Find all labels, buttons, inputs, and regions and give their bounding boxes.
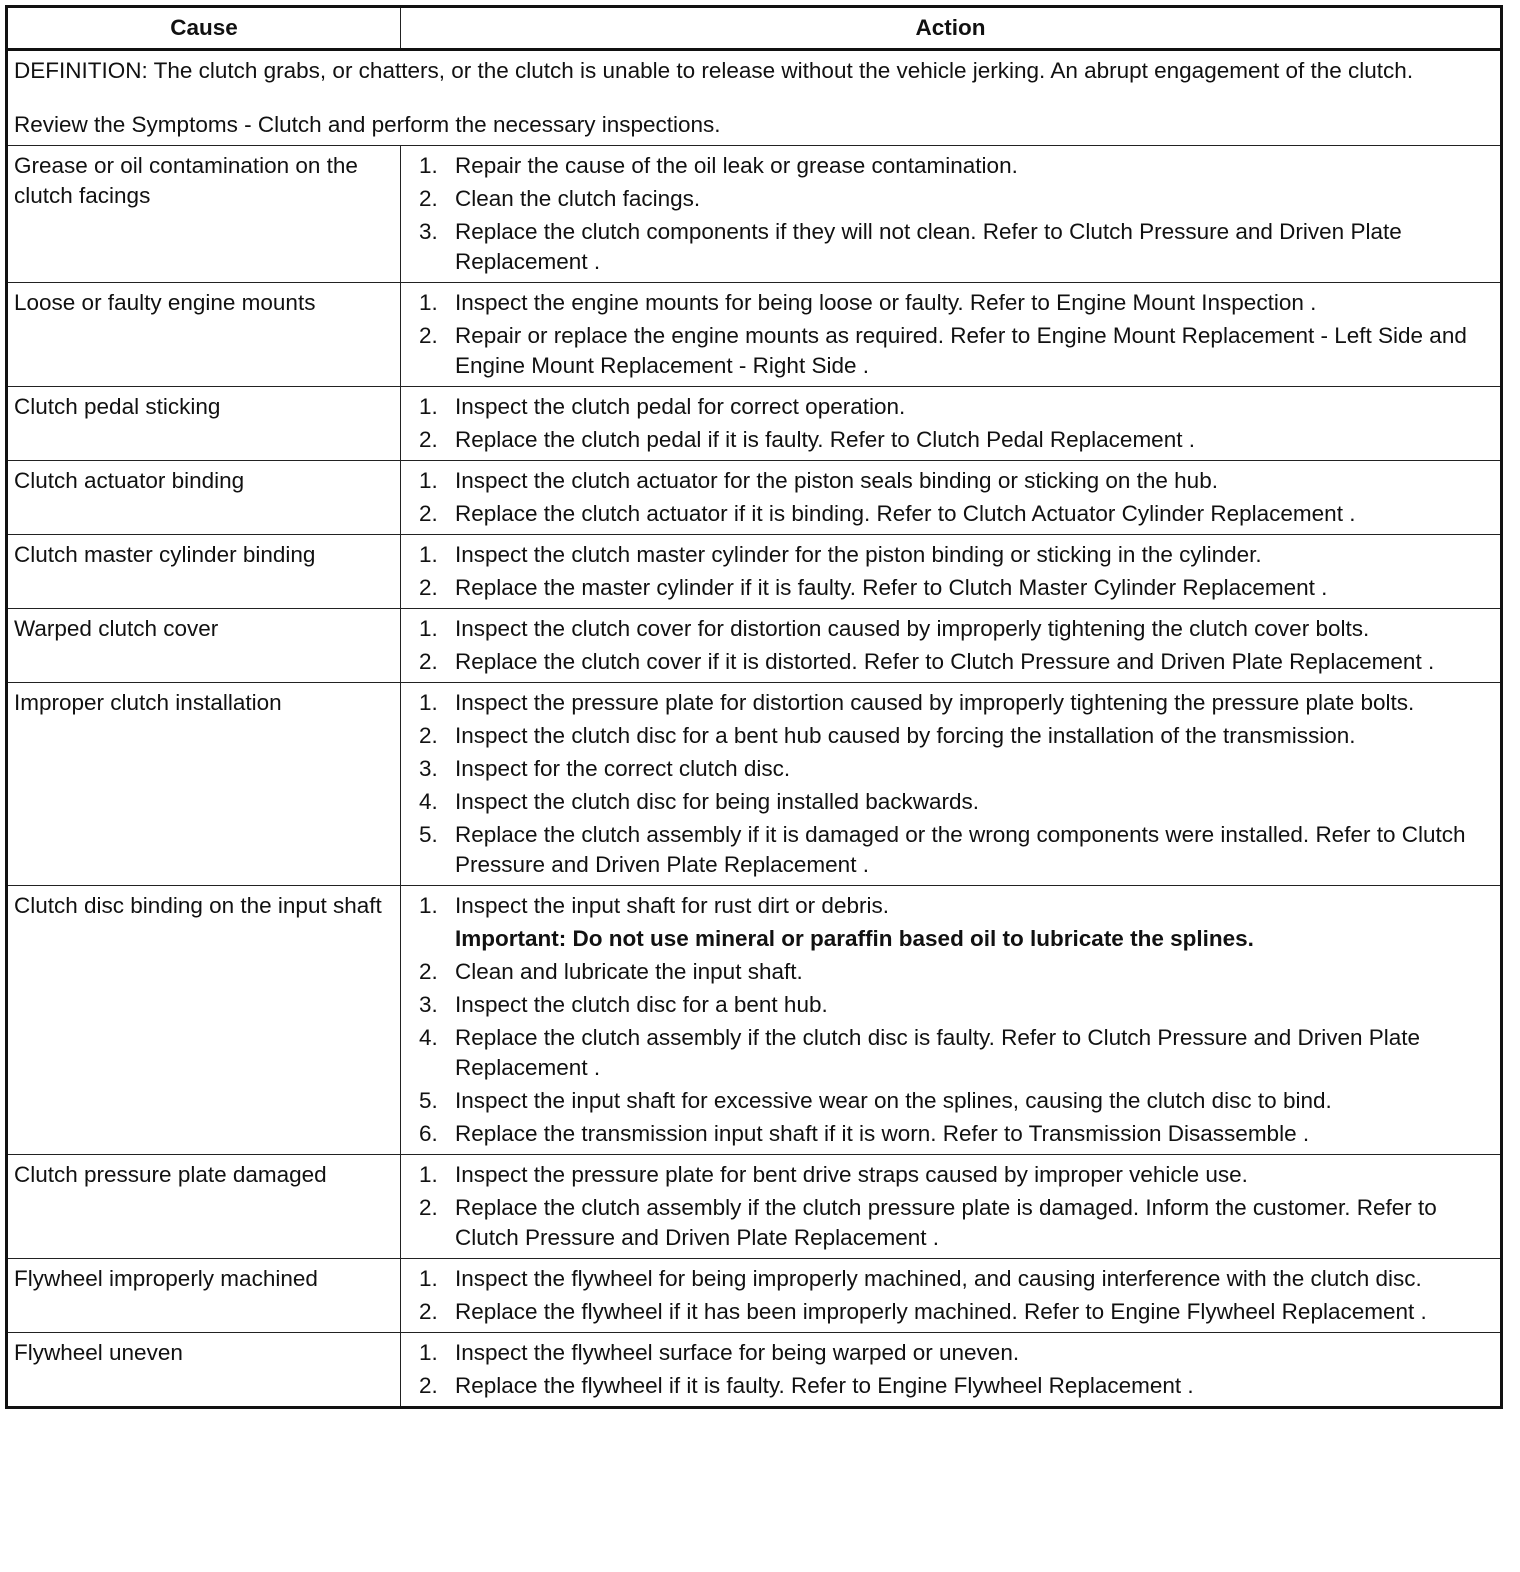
action-cell [401, 283, 1502, 387]
list-item [407, 1119, 1494, 1149]
action-steps-list [407, 288, 1494, 381]
action-steps-list [407, 1264, 1494, 1327]
cause-cell: Clutch pedal sticking [7, 387, 401, 461]
step-number: 1. [419, 1162, 438, 1187]
definition-text: DEFINITION: The clutch grabs, or chatters, or the clutch is unable to release without the vehicle jerking. An abrupt engagement of the clutch. [14, 58, 1414, 83]
step-text: Inspect the clutch master cylinder for the piston binding or sticking in the cylinder. [455, 542, 1262, 567]
step-text: Inspect the engine mounts for being loose or faulty. Refer to Engine Mount Inspection . [455, 290, 1317, 315]
step-text: Inspect the flywheel for being improperly machined, and causing interference with the clutch disc. [455, 1266, 1422, 1291]
list-item [407, 540, 1494, 570]
step-text: Replace the clutch actuator if it is binding. Refer to Clutch Actuator Cylinder Replacement . [455, 501, 1356, 526]
list-item [407, 754, 1494, 784]
step-text: Replace the clutch components if they will not clean. Refer to Clutch Pressure and Driven Plate Replacement . [455, 219, 1402, 274]
action-cell [401, 535, 1502, 609]
table-row [7, 387, 1502, 461]
step-number: 3. [419, 992, 438, 1017]
step-number: 1. [419, 690, 438, 715]
list-item [407, 1338, 1494, 1368]
action-cell [401, 387, 1502, 461]
action-header: Action [401, 7, 1502, 50]
step-text: Inspect the clutch pedal for correct operation. [455, 394, 906, 419]
step-text: Inspect the input shaft for excessive wear on the splines, causing the clutch disc to bind. [455, 1088, 1332, 1113]
list-item [407, 787, 1494, 817]
review-symptoms-text: Review the Symptoms - Clutch and perform the necessary inspections. [14, 112, 721, 137]
step-number: 1. [419, 1266, 438, 1291]
step-text: Clean the clutch facings. [455, 186, 701, 211]
list-item [407, 1297, 1494, 1327]
list-item [407, 573, 1494, 603]
step-text: Replace the clutch cover if it is distorted. Refer to Clutch Pressure and Driven Plate Replacement . [455, 649, 1435, 674]
step-text: Repair the cause of the oil leak or grease contamination. [455, 153, 1018, 178]
step-text: Inspect the clutch disc for a bent hub. [455, 992, 828, 1017]
step-number: 2. [419, 1299, 438, 1324]
cause-header: Cause [7, 7, 401, 50]
step-number: 2. [419, 575, 438, 600]
action-cell [401, 461, 1502, 535]
step-text: Inspect for the correct clutch disc. [455, 756, 791, 781]
step-number: 1. [419, 616, 438, 641]
step-number: 5. [419, 822, 438, 847]
step-number: 1. [419, 290, 438, 315]
list-item [407, 957, 1494, 987]
list-item [407, 688, 1494, 718]
step-number: 2. [419, 427, 438, 452]
action-cell [401, 683, 1502, 886]
list-item [407, 891, 1494, 954]
table-row [7, 461, 1502, 535]
step-text: Replace the master cylinder if it is faulty. Refer to Clutch Master Cylinder Replacement . [455, 575, 1328, 600]
action-cell [401, 1333, 1502, 1408]
cause-cell: Grease or oil contamination on the clutch facings [7, 146, 401, 283]
list-item [407, 217, 1494, 277]
step-text: Inspect the pressure plate for distortion caused by improperly tightening the pressure plate bolts. [455, 690, 1415, 715]
step-number: 2. [419, 186, 438, 211]
step-text: Replace the clutch assembly if the clutch pressure plate is damaged. Inform the customer. Refer to Clutch Pressure and Driven Plate Replacement . [455, 1195, 1437, 1250]
step-text: Inspect the clutch disc for being installed backwards. [455, 789, 980, 814]
action-steps-list [407, 1160, 1494, 1253]
diagnostic-table [5, 5, 1503, 1409]
header-row [7, 7, 1502, 50]
step-number: 1. [419, 1340, 438, 1365]
step-number: 4. [419, 789, 438, 814]
table-row [7, 683, 1502, 886]
list-item [407, 321, 1494, 381]
cause-cell: Clutch disc binding on the input shaft [7, 886, 401, 1155]
step-number: 1. [419, 468, 438, 493]
list-item [407, 1160, 1494, 1190]
list-item [407, 151, 1494, 181]
definition-cell [7, 50, 1502, 146]
table-row [7, 146, 1502, 283]
cause-cell: Loose or faulty engine mounts [7, 283, 401, 387]
step-number: 2. [419, 959, 438, 984]
list-item [407, 721, 1494, 751]
list-item [407, 1086, 1494, 1116]
list-item [407, 184, 1494, 214]
step-text: Inspect the flywheel surface for being warped or uneven. [455, 1340, 1020, 1365]
table-body [7, 50, 1502, 1408]
action-steps-list [407, 392, 1494, 455]
step-number: 2. [419, 323, 438, 348]
step-number: 3. [419, 219, 438, 244]
step-number: 2. [419, 649, 438, 674]
action-cell [401, 886, 1502, 1155]
step-text: Replace the clutch pedal if it is faulty. Refer to Clutch Pedal Replacement . [455, 427, 1195, 452]
action-cell [401, 609, 1502, 683]
step-text: Clean and lubricate the input shaft. [455, 959, 803, 984]
table-row [7, 1333, 1502, 1408]
action-cell [401, 1155, 1502, 1259]
cause-cell: Improper clutch installation [7, 683, 401, 886]
list-item [407, 425, 1494, 455]
list-item [407, 1264, 1494, 1294]
step-number: 2. [419, 723, 438, 748]
step-text: Inspect the clutch actuator for the piston seals binding or sticking on the hub. [455, 468, 1218, 493]
step-text: Replace the flywheel if it is faulty. Refer to Engine Flywheel Replacement . [455, 1373, 1194, 1398]
step-number: 2. [419, 1373, 438, 1398]
step-text: Replace the clutch assembly if the clutch disc is faulty. Refer to Clutch Pressure and Driven Plate Replacement . [455, 1025, 1421, 1080]
step-text: Repair or replace the engine mounts as required. Refer to Engine Mount Replacement - Left Side and Engine Mount Replacement - Right Side . [455, 323, 1467, 378]
step-number: 1. [419, 542, 438, 567]
important-note: Important: Do not use mineral or paraffin based oil to lubricate the splines. [455, 926, 1254, 951]
step-number: 1. [419, 153, 438, 178]
list-item [407, 1193, 1494, 1253]
step-text: Replace the transmission input shaft if it is worn. Refer to Transmission Disassemble . [455, 1121, 1310, 1146]
action-steps-list [407, 614, 1494, 677]
action-steps-list [407, 540, 1494, 603]
cause-cell: Flywheel uneven [7, 1333, 401, 1408]
step-number: 1. [419, 893, 438, 918]
step-text: Inspect the pressure plate for bent drive straps caused by improper vehicle use. [455, 1162, 1248, 1187]
step-text: Inspect the clutch disc for a bent hub caused by forcing the installation of the transmission. [455, 723, 1356, 748]
step-number: 4. [419, 1025, 438, 1050]
cause-cell: Clutch pressure plate damaged [7, 1155, 401, 1259]
step-number: 2. [419, 501, 438, 526]
list-item [407, 392, 1494, 422]
definition-row [7, 50, 1502, 146]
list-item [407, 614, 1494, 644]
step-text: Inspect the input shaft for rust dirt or debris. [455, 893, 889, 918]
list-item [407, 990, 1494, 1020]
cause-cell: Flywheel improperly machined [7, 1259, 401, 1333]
table-row [7, 1259, 1502, 1333]
table-row [7, 283, 1502, 387]
action-cell [401, 1259, 1502, 1333]
step-number: 1. [419, 394, 438, 419]
table-row [7, 535, 1502, 609]
action-steps-list [407, 151, 1494, 277]
action-steps-list [407, 466, 1494, 529]
table-row [7, 609, 1502, 683]
cause-cell: Clutch master cylinder binding [7, 535, 401, 609]
list-item [407, 647, 1494, 677]
cause-cell: Clutch actuator binding [7, 461, 401, 535]
step-number: 2. [419, 1195, 438, 1220]
step-number: 6. [419, 1121, 438, 1146]
table-row [7, 886, 1502, 1155]
step-number: 5. [419, 1088, 438, 1113]
step-text: Inspect the clutch cover for distortion caused by improperly tightening the clutch cover bolts. [455, 616, 1370, 641]
list-item [407, 288, 1494, 318]
list-item [407, 499, 1494, 529]
list-item [407, 1023, 1494, 1083]
step-text: Replace the clutch assembly if it is damaged or the wrong components were installed. Refer to Clutch Pressure and Driven Plate Replacement . [455, 822, 1466, 877]
action-steps-list [407, 1338, 1494, 1401]
list-item [407, 820, 1494, 880]
list-item [407, 1371, 1494, 1401]
list-item [407, 466, 1494, 496]
step-text: Replace the flywheel if it has been improperly machined. Refer to Engine Flywheel Replacement . [455, 1299, 1427, 1324]
action-steps-list [407, 688, 1494, 880]
step-number: 3. [419, 756, 438, 781]
action-cell [401, 146, 1502, 283]
action-steps-list [407, 891, 1494, 1149]
table-row [7, 1155, 1502, 1259]
cause-cell: Warped clutch cover [7, 609, 401, 683]
